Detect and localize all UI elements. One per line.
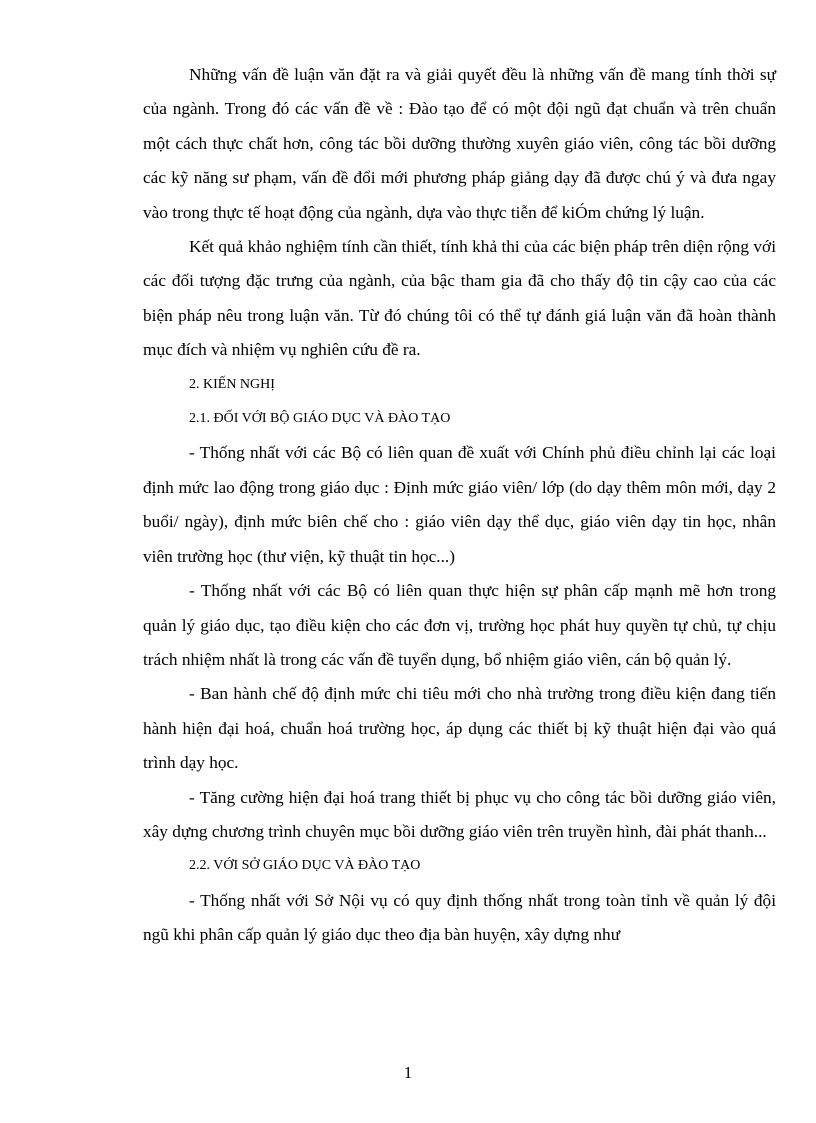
recommendation-item: - Thống nhất với các Bộ có liên quan đề xuất với Chính phủ điều chỉnh lại các loại định mức lao động trong giáo dục : Định mức giáo viên/ lớp (do dạy thêm môn mới, dạy 2 buổi/ ngày), định mức biên chế cho : giáo viên dạy thể dục, giáo viên dạy tin học, nhân viên trường học (thư viện, kỹ thuật tin học...) [143, 443, 776, 566]
conclusion-paragraph-1: Những vấn đề luận văn đặt ra và giải quyết đều là những vấn đề mang tính thời sự của ngành. Trong đó các vấn đề về : Đào tạo để có một đội ngũ đạt chuẩn và trên chuẩn một cách thực chất hơn, công tác bồi dưỡng thường xuyên giáo viên, công tác bồi dưỡng các kỹ năng sư phạm, vấn đề đổi mới phương pháp giảng dạy đã được chú ý và đưa ngay vào trong thực tế hoạt động của ngành, dựa vào thực tiễn để kiÓm chứng lý luận. [143, 65, 776, 222]
recommendation-item: - Tăng cường hiện đại hoá trang thiết bị phục vụ cho công tác bồi dưỡng giáo viên, xây dựng chương trình chuyên mục bồi dưỡng giáo viên trên truyền hình, đài phát thanh... [143, 787, 776, 841]
subsection-heading-so-giao-duc: 2.2. VỚI SỞ GIÁO DỤC VÀ ĐÀO TẠO [189, 858, 421, 874]
recommendation-item: - Thống nhất với các Bộ có liên quan thực hiện sự phân cấp mạnh mẽ hơn trong quản lý giáo dục, tạo điều kiện cho các đơn vị, trường học phát huy quyền tự chủ, tự chịu trách nhiệm nhất là trong các vấn đề tuyển dụng, bổ nhiệm giáo viên, cán bộ quản lý. [143, 581, 776, 669]
recommendation-item: - Thống nhất với Sở Nội vụ có quy định thống nhất trong toàn tỉnh về quản lý đội ngũ khi phân cấp quản lý giáo dục theo địa bàn huyện, xây dựng như [143, 890, 776, 945]
document-body [143, 58, 776, 953]
section-heading-kien-nghi: 2. KIẾN NGHỊ [189, 376, 275, 392]
subsection-heading-bo-giao-duc: 2.1. ĐỐI VỚI BỘ GIÁO DỤC VÀ ĐÀO TẠO [189, 411, 451, 427]
recommendation-item: - Ban hành chế độ định mức chi tiêu mới cho nhà trường trong điều kiện đang tiến hành hiện đại hoá, chuẩn hoá trường học, áp dụng các thiết bị kỹ thuật hiện đại vào quá trình dạy học. [143, 684, 776, 773]
conclusion-paragraph-2: Kết quả khảo nghiệm tính cần thiết, tính khả thi của các biện pháp trên diện rộng với các đối tượng đặc trưng của ngành, của bậc tham gia đã cho thấy độ tin cậy cao của các biện pháp nêu trong luận văn. Từ đó chúng tôi có thể tự đánh giá luận văn đã hoàn thành mục đích và nhiệm vụ nghiên cứu đề ra. [143, 237, 776, 360]
page-number: 1 [403, 1063, 413, 1082]
